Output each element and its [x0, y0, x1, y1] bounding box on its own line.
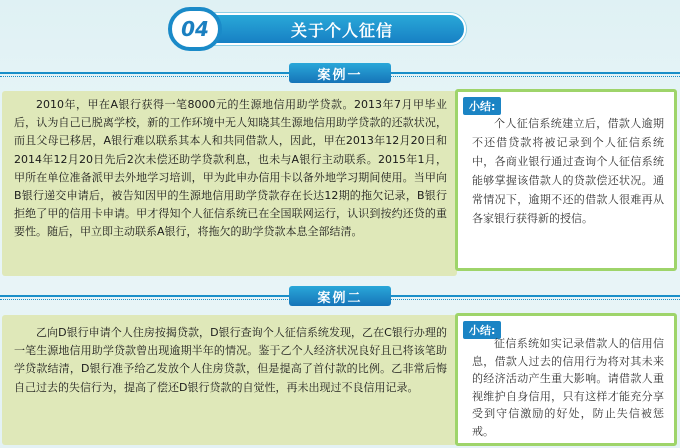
section-number: 04 [168, 7, 222, 51]
case1-summary-box [455, 89, 677, 271]
case1-summary-label: 小结: [463, 97, 501, 115]
case1-body: 2010年，甲在A银行获得一笔8000元的生源地信用助学贷款。2013年7月甲毕业后，认为自己已脱离学校，新的工作环境中无人知晓其生源地信用助学贷款的还款状况，而且父母已移居，A银行难以联系其本人和共同借款人，因此，甲在2013年12月20日和2014年12月20日先后2次未偿还助学贷款利息，也未与A银行主动联系。2015年1月，甲所在单位准备派甲去外地学习培训，甲为此申办信用卡以备外地学习期间使用。当甲向B银行递交申请后，被告知因甲的生源地信用助学贷款存在长达12期的拖欠记录，B银行拒绝了甲的信用卡申请。甲才得知个人征信系统已在全国联网运行，认识到按约还贷的重要性。随后，甲立即主动联系A银行，将拖欠的助学贷款本息全部结清。 [2, 91, 457, 276]
case2-summary-label: 小结: [463, 321, 501, 339]
case1-summary-text: 个人征信系统建立后，借款人逾期不还借贷款将被记录到个人征信系统中，各商业银行通过查询个人征信系统能够掌握该借款人的贷款偿还状况。通常情况下，逾期不还的借款人很难再从各家银行获得新的授信。 [472, 117, 664, 225]
case2-summary-box [455, 313, 677, 446]
case1-tab: 案例一 [289, 63, 391, 83]
case2-banner [0, 286, 680, 306]
section-title: 关于个人征信 [290, 20, 393, 40]
section-header [168, 7, 466, 51]
case2-body: 乙向D银行申请个人住房按揭贷款，D银行查询个人征信系统发现，乙在C银行办理的一笔生源地信用助学贷款曾出现逾期半年的情况。鉴于乙个人经济状况良好且已将该笔助学贷款结清，D银行准予给乙发放个人住房贷款，但是提高了首付款的比例。乙非常后悔自己过去的失信行为，提高了偿还D银行贷款的自觉性，再未出现过不良信用记录。 [2, 315, 457, 445]
case1-banner [0, 63, 680, 83]
case2-summary-text: 征信系统如实记录借款人的信用信息，借款人过去的信用行为将对其未来的经济活动产生重大影响。请借款人重视维护自身信用，只有这样才能充分享受到守信激励的好处，防止失信被惩戒。 [472, 337, 664, 438]
case2-tab: 案例二 [289, 286, 391, 306]
